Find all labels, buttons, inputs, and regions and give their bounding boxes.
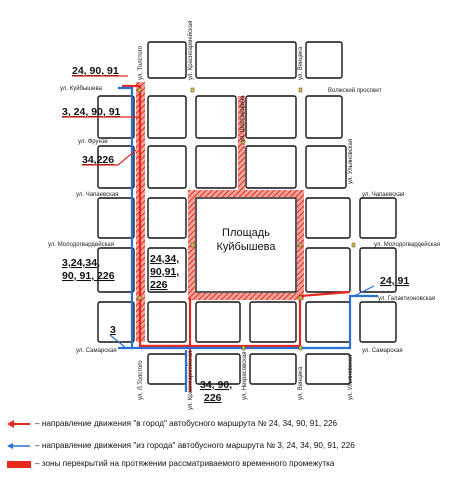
street-kuibysheva: ул. Куйбышева bbox=[60, 86, 102, 92]
route-label-6: 24, 91 bbox=[380, 275, 410, 287]
street-frunze: ул. Фрунзе bbox=[78, 139, 108, 145]
street-krasnoarmeyskaya-top: ул. Красноармейская bbox=[188, 20, 194, 80]
street-chapaevskaya-left: ул. Чапаевская bbox=[76, 192, 119, 198]
legend-outbound-text: – направление движения "из города" автобусного маршрута № 3, 24, 34, 90, 91, 226 bbox=[35, 441, 355, 450]
legend-closure bbox=[6, 458, 334, 470]
square-name-line1: Площадь bbox=[222, 227, 270, 239]
outbound-arrow-icon bbox=[6, 441, 32, 451]
legend-outbound bbox=[6, 440, 355, 452]
street-ulyanovskaya-bottom: ул. Ульяновская bbox=[348, 354, 354, 400]
route-label-8-line1: 34, 90, bbox=[200, 379, 233, 391]
inbound-arrow-icon bbox=[6, 419, 32, 429]
street-nekrasovskaya: ул. Некрасовская bbox=[242, 351, 248, 400]
kuibyshev-square bbox=[196, 198, 296, 292]
route-label-5-line3: 226 bbox=[150, 279, 168, 291]
street-krasnoarmeyskaya-bottom: ул. Красноармейская bbox=[188, 350, 194, 410]
square-name-line2: Куйбышева bbox=[216, 241, 276, 253]
legend-inbound-text: – направление движения "в город" автобусного маршрута № 24, 34, 90, 91, 226 bbox=[35, 419, 338, 428]
street-venceka-top: ул. Венцека bbox=[298, 46, 304, 80]
route-label-5-line2: 90,91, bbox=[150, 266, 180, 278]
route-label-4-line1: 3,24,34, bbox=[62, 257, 100, 269]
street-molodogv-right: ул. Молодогвардейская bbox=[374, 242, 440, 248]
closure-zone-swatch-icon bbox=[6, 459, 32, 469]
route-label-1: 24, 90, 91 bbox=[72, 65, 119, 77]
street-samarskaya-left: ул. Самарская bbox=[76, 348, 117, 354]
street-volzhsky: Волжский проспект bbox=[328, 88, 382, 94]
route-label-4-line2: 90, 91, 226 bbox=[62, 270, 115, 282]
street-molodogv-left: ул. Молодогвардейская bbox=[48, 242, 114, 248]
street-venceka-bottom: ул. Венцека bbox=[298, 366, 304, 400]
legend-inbound bbox=[6, 418, 337, 430]
street-ulyanovskaya-top: ул. Ульяновская bbox=[348, 138, 354, 184]
route-label-2: 3, 24, 90, 91 bbox=[62, 106, 121, 118]
street-samarskaya-right: ул. Самарская bbox=[362, 348, 403, 354]
route-label-5-line1: 24,34, bbox=[150, 253, 180, 265]
route-label-8-line2: 226 bbox=[204, 392, 222, 404]
street-tolstogo-top: ул. Толстого bbox=[138, 45, 144, 80]
route-label-3: 34,226 bbox=[82, 154, 115, 166]
street-tolstogo-bottom: ул. Л.Толстого bbox=[138, 360, 144, 400]
legend-closure-text: – зоны перекрытий на протяжении рассматриваемого временного промежутка bbox=[35, 459, 335, 468]
street-shostakovicha: ул. Шостаковича bbox=[240, 95, 246, 142]
route-label-7: 3 bbox=[110, 324, 116, 336]
street-chapaevskaya-right: ул. Чапаевская bbox=[362, 192, 405, 198]
street-galaktionovskaya: ул. Галактионовская bbox=[378, 296, 436, 302]
